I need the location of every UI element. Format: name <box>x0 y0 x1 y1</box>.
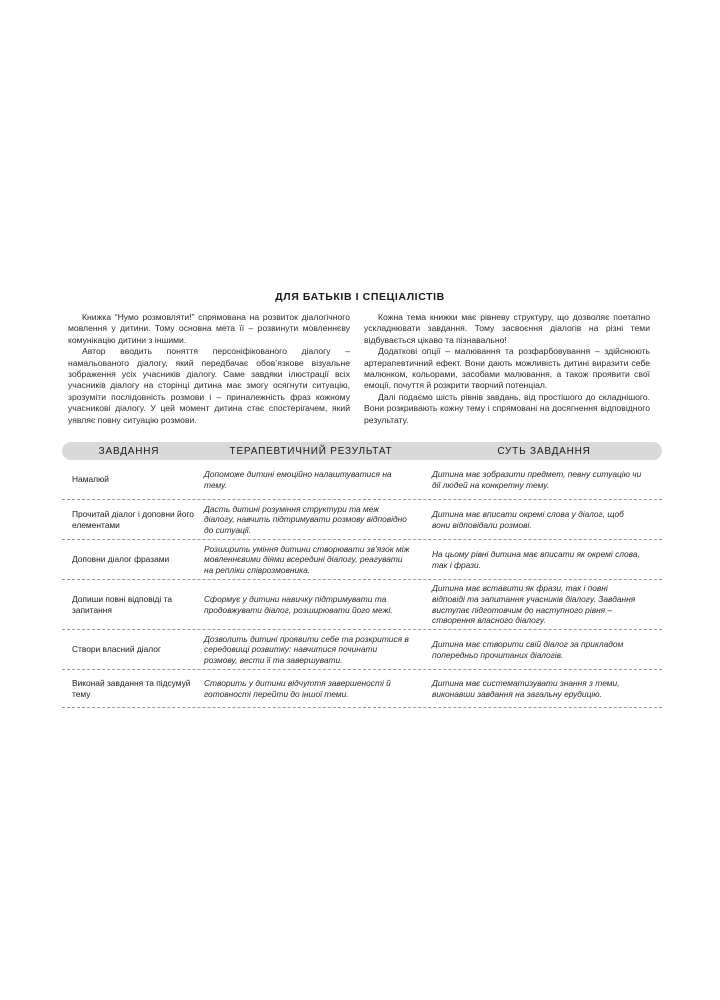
table-row <box>62 670 662 708</box>
header-task: ЗАВДАННЯ <box>98 445 160 457</box>
essence-cell: На цьому рівні дитина має вписати як окремі слова, так і фрази. <box>432 548 640 570</box>
result-cell: Дасть дитині розуміння структури та меж діалогу, навчить підтримувати розмову відповідно до ситуації. <box>204 503 407 535</box>
intro-right-column <box>364 312 650 426</box>
table-row <box>62 500 662 540</box>
tasks-table <box>62 442 662 708</box>
essence-cell: Дитина має зобразити предмет, певну ситуацію чи дії людей на конкретну тему. <box>432 468 642 490</box>
essence-cell: Дитина має вписати окремі слова у діалог, щоб вони відповідали розмові. <box>432 508 624 530</box>
intro-paragraph: Книжка “Нумо розмовляти!” спрямована на розвиток діалогічного мовлення у дитини. Тому основна мета її – розвинути мовленнєву комунікацію дитини з іншими. <box>68 312 350 345</box>
intro-paragraph: Кожна тема книжки має рівневу структуру, що дозволяє поетапно ускладнювати завдання. Тому засвоєння діалогів на різні теми відбувається цікаво та пізнавально! <box>364 312 650 345</box>
intro-paragraph: Далі подаємо шість рівнів завдань, від простішого до складнішого. Вони розкривають кожну тему і спрямовані на досягнення відповідного результату. <box>364 391 650 425</box>
table-row <box>62 540 662 580</box>
task-cell: Прочитай діалог і доповни його елементами <box>72 508 194 530</box>
result-cell: Допоможе дитині емоційно налаштуватися на тему. <box>204 468 392 490</box>
task-cell: Намалюй <box>72 474 109 484</box>
essence-cell: Дитина має систематизувати знання з теми, виконавши завдання на загальну ерудицію. <box>432 677 620 699</box>
intro-left-column <box>68 312 350 426</box>
task-cell: Виконай завдання та підсумуй тему <box>72 677 191 699</box>
table-header <box>62 442 662 460</box>
intro-paragraph: Додаткові опції – малювання та розфарбовування – здійснюють артерапевтичний ефект. Вони дають можливість дитині виразити себе малюнком, кольорами, засобами малювання, а також проявити свої емоції, почуття й розкрити творчий потенціал. <box>364 346 650 391</box>
result-cell: Розширить уміння дитини створювати зв’язок між мовленнєвими діями всередині діалогу, реагувати на репліки співрозмовника. <box>204 543 410 575</box>
task-cell: Створи власний діалог <box>72 644 161 654</box>
intro-paragraph: Автор вводить поняття персоніфікованого діалогу – намальованого діалогу, який передбачає обов’язкове візуальне зображення усіх учасників діалогу. Саме завдяки ілюстрації всіх учасників діалогу на сторінці дитина має змогу осягнути ситуацію, зрозуміти послідовність розмови і – приналежність фраз кожному учасникові діалогу. У цей момент дитина стає спостерігачем, який уявляє повну ситуацію розмови. <box>68 346 350 425</box>
table-row <box>62 580 662 630</box>
result-cell: Сформує у дитини навичку підтримувати та продовжувати діалог, розширювати його межі. <box>204 593 393 615</box>
table-row <box>62 460 662 500</box>
result-cell: Дозволить дитині проявити себе та розкритися в середовищі розвитку: навчитися починати розмову, вести її та завершувати. <box>204 633 409 665</box>
essence-cell: Дитина має створити свій діалог за прикладом попередньо прочитаних діалогів. <box>432 638 624 660</box>
task-cell: Доповни діалог фразами <box>72 554 170 564</box>
task-cell: Допиши повні відповіді та запитання <box>72 593 172 615</box>
result-cell: Створить у дитини відчуття завершеності й готовності перейти до іншої теми. <box>204 677 391 699</box>
header-result: ТЕРАПЕВТИЧНИЙ РЕЗУЛЬТАТ <box>229 445 393 457</box>
page-title: ДЛЯ БАТЬКІВ І СПЕЦІАЛІСТІВ <box>275 291 445 303</box>
table-row <box>62 630 662 670</box>
essence-cell: Дитина має вставити як фрази, так і повні відповіді та запитання учасників діалогу. Завдання виступає підготовчим до наступного рівня – створення власного діалогу. <box>432 583 636 626</box>
header-essence: СУТЬ ЗАВДАННЯ <box>497 445 591 457</box>
